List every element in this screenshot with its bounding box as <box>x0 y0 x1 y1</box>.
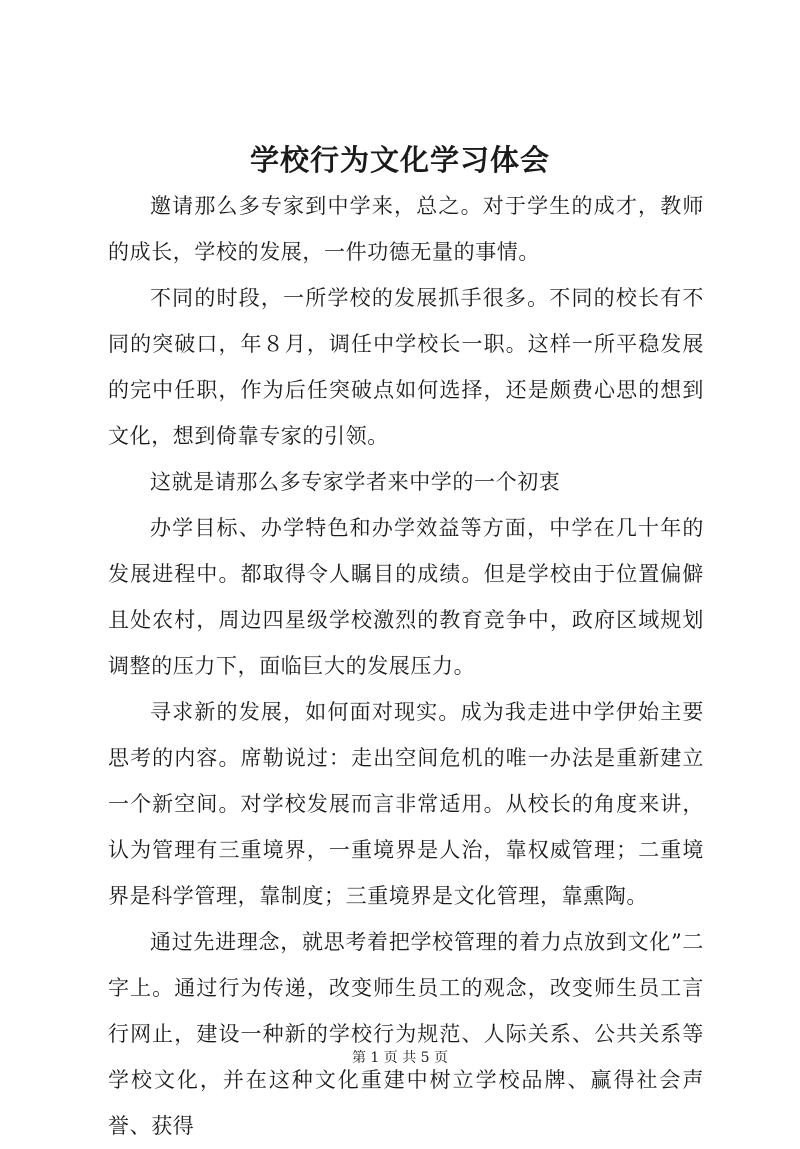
document-title: 学校行为文化学习体会 <box>249 143 550 177</box>
page-number-footer: 第 1 页 共 5 页 <box>351 1050 449 1066</box>
paragraph: 寻求新的发展，如何面对现实。成为我走进中学伊始主要思考的内容。席勒说过：走出空间危机的唯一办法是重新建立一个新空间。对学校发展而言非常适用。从校长的角度来讲，认为管理有三重境界，一重境界是人治，靠权威管理；二重境界是科学管理，靠制度；三重境界是文化管理，靠熏陶。 <box>108 700 704 908</box>
paragraph: 办学目标、办学特色和办学效益等方面，中学在几十年的发展进程中。都取得令人瞩目的成绩。但是学校由于位置偏僻且处农村，周边四星级学校激烈的教育竞争中，政府区域规划调整的压力下，面临巨大的发展压力。 <box>108 516 704 678</box>
paragraph: 邀请那么多专家到中学来，总之。对于学生的成才，教师的成长，学校的发展，一件功德无量的事情。 <box>108 194 704 264</box>
paragraph: 通过先进理念，就思考着把学校管理的着力点放到文化”二字上。通过行为传递，改变师生员工的观念，改变师生员工言行网止，建设一种新的学校行为规范、人际关系、公共关系等学校文化，并在这种文化重建中树立学校品牌、赢得社会声誉、获得 <box>108 930 704 1138</box>
paragraph: 这就是请那么多专家学者来中学的一个初衷 <box>150 470 561 494</box>
document-body <box>108 183 704 1149</box>
paragraph: 不同的时段，一所学校的发展抓手很多。不同的校长有不同的突破口，年８月，调任中学校长一职。这样一所平稳发展的完中任职，作为后任突破点如何选择，还是颇费心思的想到文化，想到倚靠专家的引领。 <box>108 286 704 448</box>
